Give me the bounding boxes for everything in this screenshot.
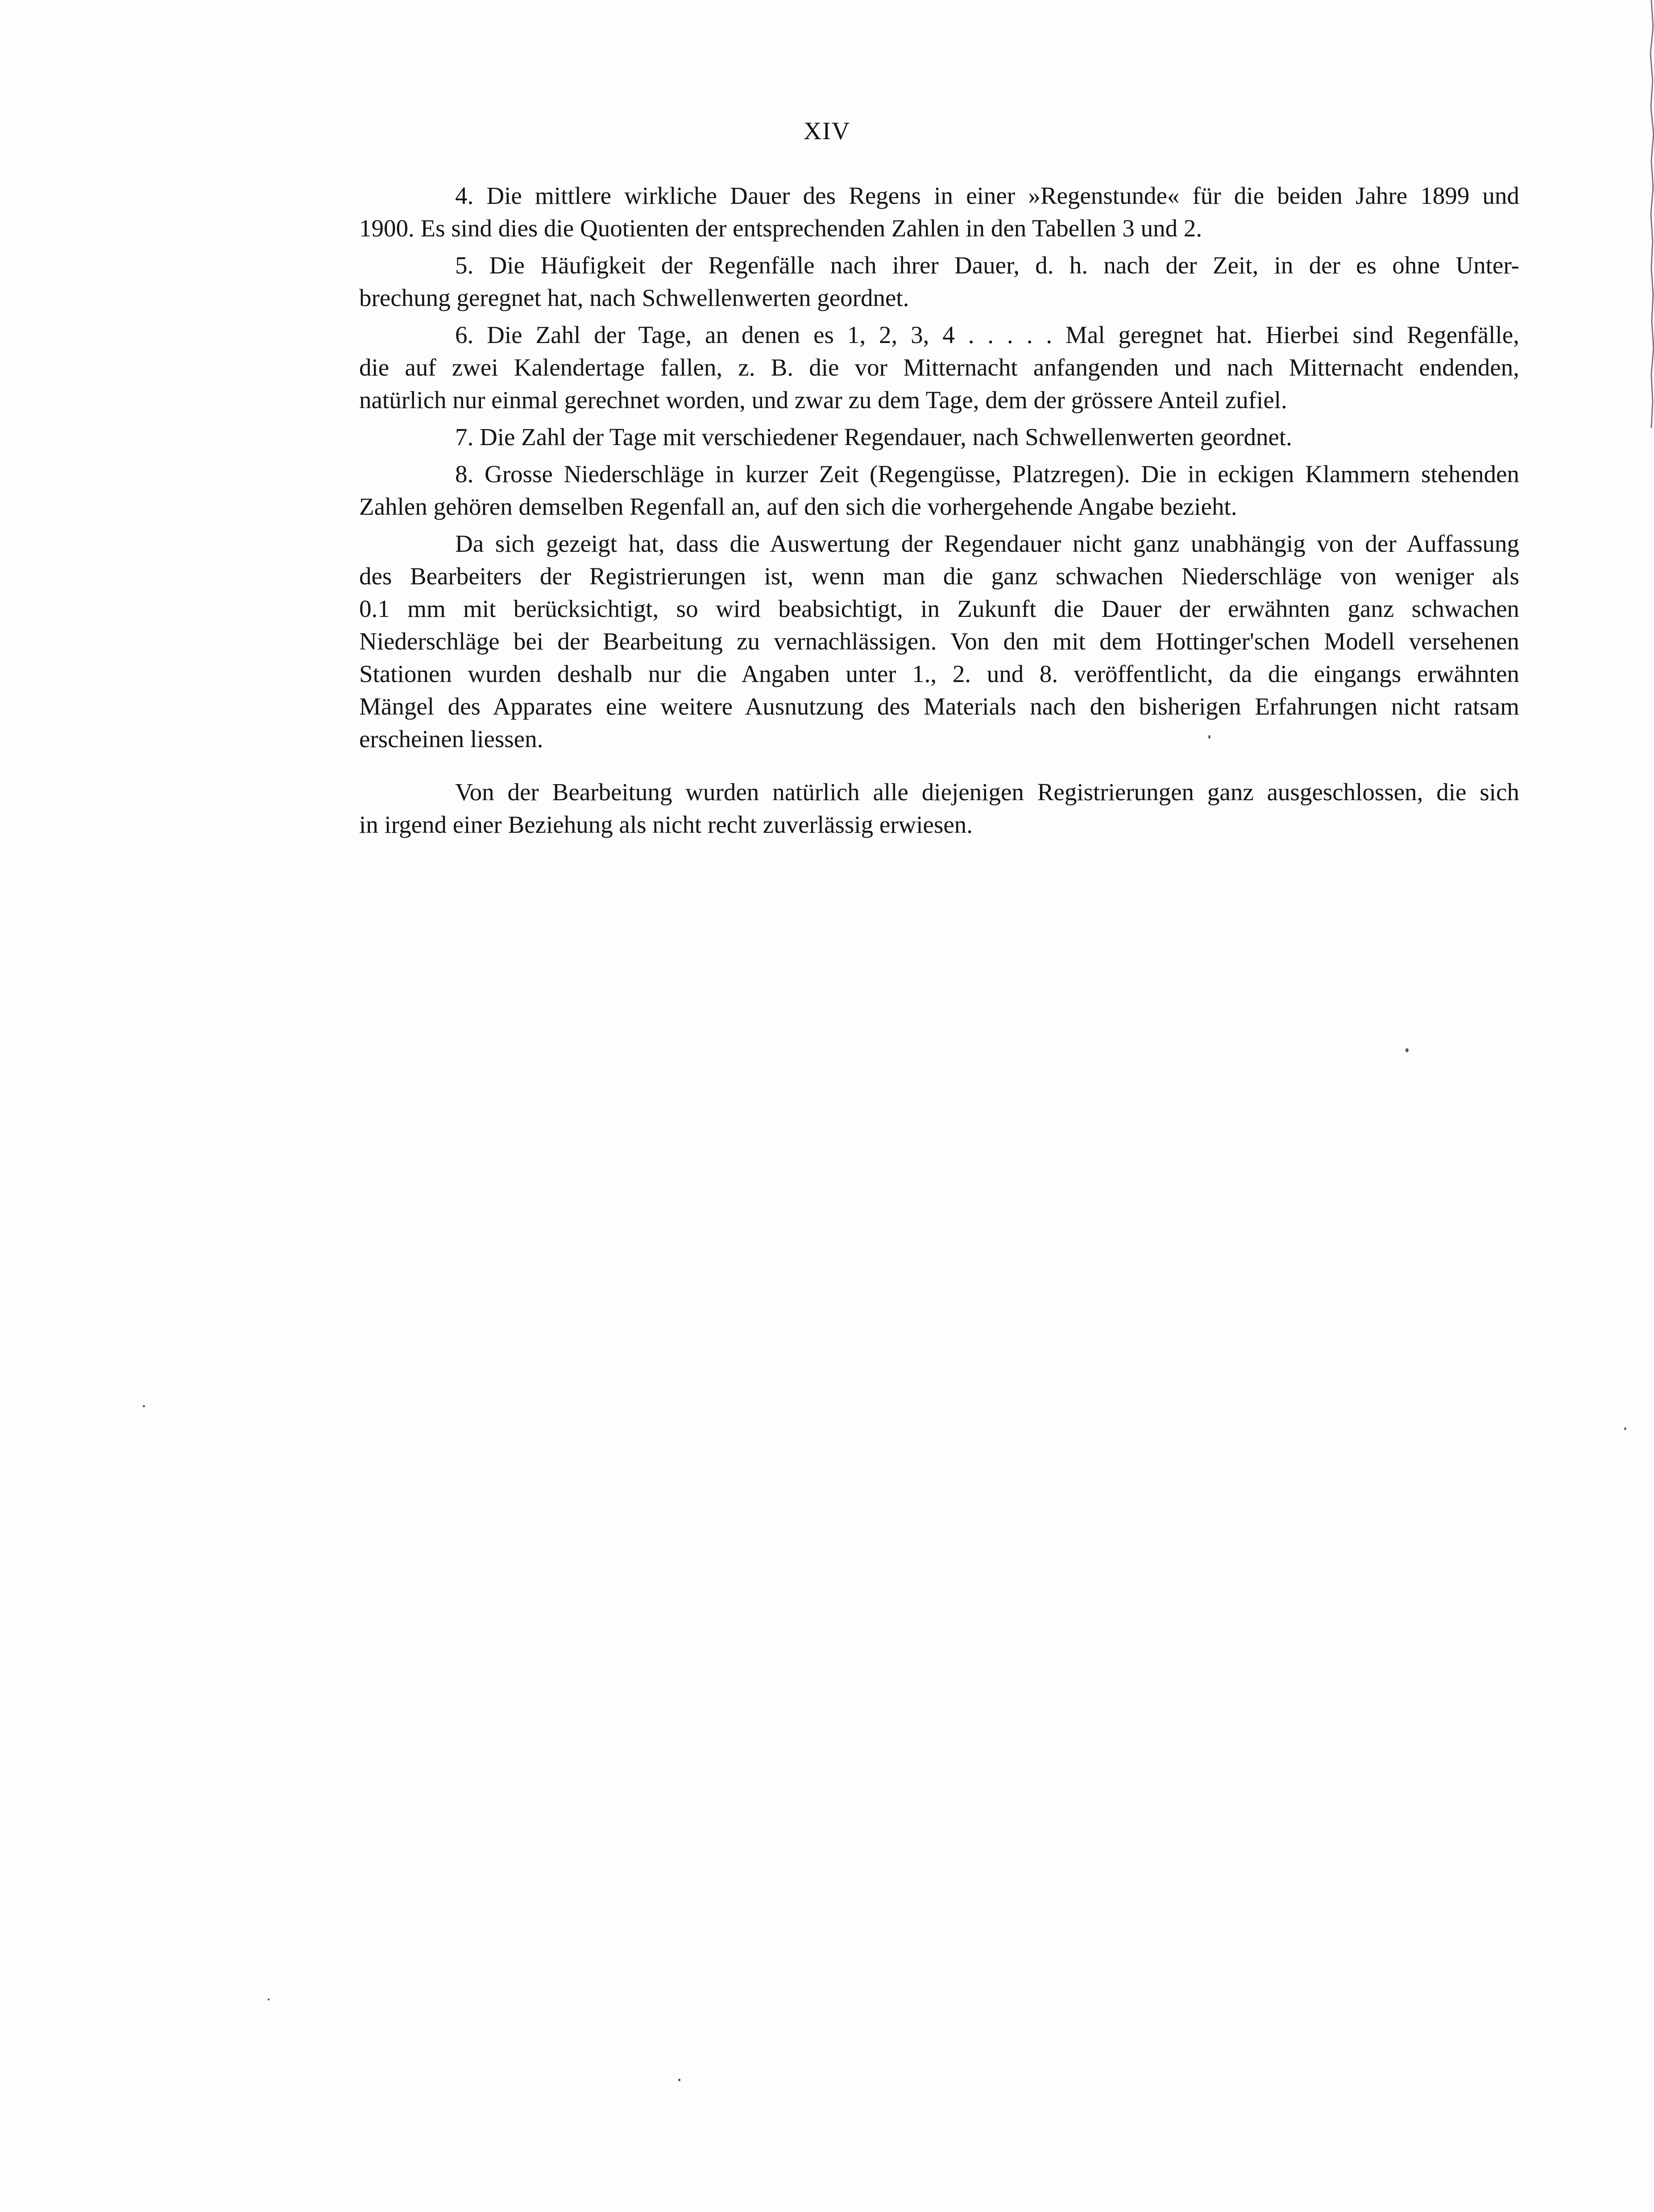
scan-speck [1208, 735, 1210, 739]
text-line: 1900. Es sind dies die Quotienten der entsprechenden Zahlen in den Tabellen 3 und 2. [359, 215, 1202, 242]
text-line: Niederschläge bei der Bearbeitung zu vernachlässigen. Von den mit dem Hottinger'schen Modell versehenen [359, 628, 1519, 655]
text-line: die auf zwei Kalendertage fallen, z. B. die vor Mitternacht anfangenden und nach Mitternacht endenden, [359, 354, 1519, 381]
text-line: 8. Grosse Niederschläge in kurzer Zeit (Regengüsse, Platzregen). Die in eckigen Klammern stehenden [455, 460, 1519, 488]
text-line: Von der Bearbeitung wurden natürlich alle diejenigen Registrierungen ganz ausgeschlossen, die sich [455, 778, 1519, 806]
text-line: erscheinen liessen. [359, 725, 543, 752]
text-line: Mängel des Apparates eine weitere Ausnutzung des Materials nach den bisherigen Erfahrungen nicht ratsam [359, 693, 1519, 720]
scan-speck [268, 1998, 269, 2001]
scan-speck [678, 2079, 680, 2081]
text-line: 4. Die mittlere wirkliche Dauer des Regens in einer »Regenstunde« für die beiden Jahre 1899 und [455, 182, 1519, 209]
text-line: brechung geregnet hat, nach Schwellenwerten geordnet. [359, 284, 909, 311]
text-line: 5. Die Häufigkeit der Regenfälle nach ihrer Dauer, d. h. nach der Zeit, in der es ohne Unter- [455, 252, 1519, 279]
text-line: 6. Die Zahl der Tage, an denen es 1, 2, 3, 4 . . . . . Mal geregnet hat. Hierbei sind Regenfälle, [455, 321, 1519, 348]
paragraph-item-7 [263, 421, 1519, 453]
paragraph-item-5 [263, 249, 1519, 314]
text-line: 7. Die Zahl der Tage mit verschiedener Regendauer, nach Schwellenwerten geordnet. [455, 423, 1292, 451]
scan-edge-noise [1638, 0, 1654, 446]
text-line: des Bearbeiters der Registrierungen ist, wenn man die ganz schwachen Niederschläge von weniger als [359, 562, 1519, 590]
text-line: Da sich gezeigt hat, dass die Auswertung der Regendauer nicht ganz unabhängig von der Auffassung [455, 530, 1519, 557]
paragraph-auswertung [263, 527, 1519, 755]
body-text [263, 179, 1519, 845]
paragraph-bearbeitung [263, 776, 1519, 841]
scan-speck [143, 1405, 145, 1407]
text-line: Zahlen gehören demselben Regenfall an, auf den sich die vorhergehende Angabe bezieht. [359, 493, 1237, 520]
paragraph-item-6 [263, 318, 1519, 416]
paragraph-item-4 [263, 179, 1519, 244]
scan-speck [1624, 1427, 1626, 1430]
text-line: in irgend einer Beziehung als nicht recht zuverlässig erwiesen. [359, 811, 973, 838]
paragraph-item-8 [263, 458, 1519, 523]
text-line: Stationen wurden deshalb nur die Angaben unter 1., 2. und 8. veröffentlicht, da die eingangs erwähnten [359, 660, 1519, 687]
text-line: natürlich nur einmal gerechnet worden, und zwar zu dem Tage, dem der grössere Anteil zufiel. [359, 386, 1287, 413]
text-line: 0.1 mm mit berücksichtigt, so wird beabsichtigt, in Zukunft die Dauer der erwähnten ganz schwachen [359, 595, 1519, 622]
scan-speck [1405, 1048, 1409, 1052]
page-number: XIV [803, 117, 851, 145]
